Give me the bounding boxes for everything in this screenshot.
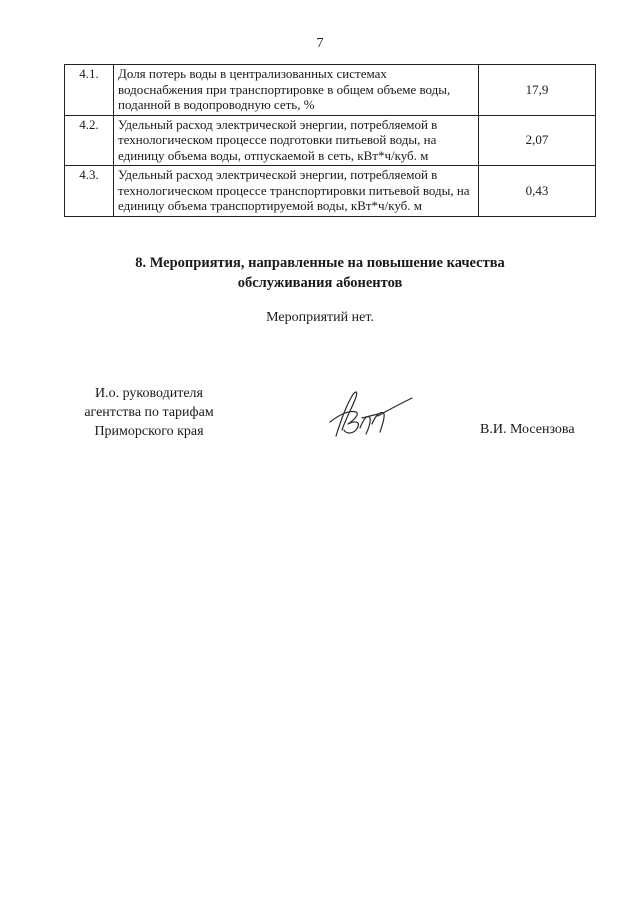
table-row [65, 166, 596, 217]
row-description: Доля потерь воды в централизованных системах водоснабжения при транспортировке в общем объеме воды, поданной в водопроводную сеть, % [114, 65, 479, 116]
row-value: 0,43 [479, 166, 596, 217]
signer-position-line: И.о. руководителя [94, 386, 203, 401]
signer-position-line: Приморского края [94, 424, 204, 439]
section-title-line: обслуживания абонентов [237, 275, 403, 291]
table-row [65, 115, 596, 166]
indicators-table [64, 64, 596, 217]
row-number: 4.3. [65, 166, 114, 217]
row-description: Удельный расход электрической энергии, потребляемой в технологическом процессе подготовки питьевой воды, на единицу объема воды, отпускаемой в сеть, кВт*ч/куб. м [114, 115, 479, 166]
table-row [65, 65, 596, 116]
row-value: 17,9 [479, 65, 596, 116]
signer-position-line: агентства по тарифам [84, 405, 214, 420]
row-number: 4.1. [65, 65, 114, 116]
row-description: Удельный расход электрической энергии, потребляемой в технологическом процессе транспортировки питьевой воды, на единицу объема транспортируемой воды, кВт*ч/куб. м [114, 166, 479, 217]
signer-name: В.И. Мосензова [480, 422, 575, 437]
row-number: 4.2. [65, 115, 114, 166]
section-title-line: 8. Мероприятия, направленные на повышение качества [135, 255, 505, 271]
handwritten-signature [322, 384, 414, 442]
section-note: Мероприятий нет. [266, 310, 374, 325]
section-title [0, 253, 640, 293]
page-number: 7 [316, 36, 324, 51]
row-value: 2,07 [479, 115, 596, 166]
signer-position [56, 384, 242, 441]
